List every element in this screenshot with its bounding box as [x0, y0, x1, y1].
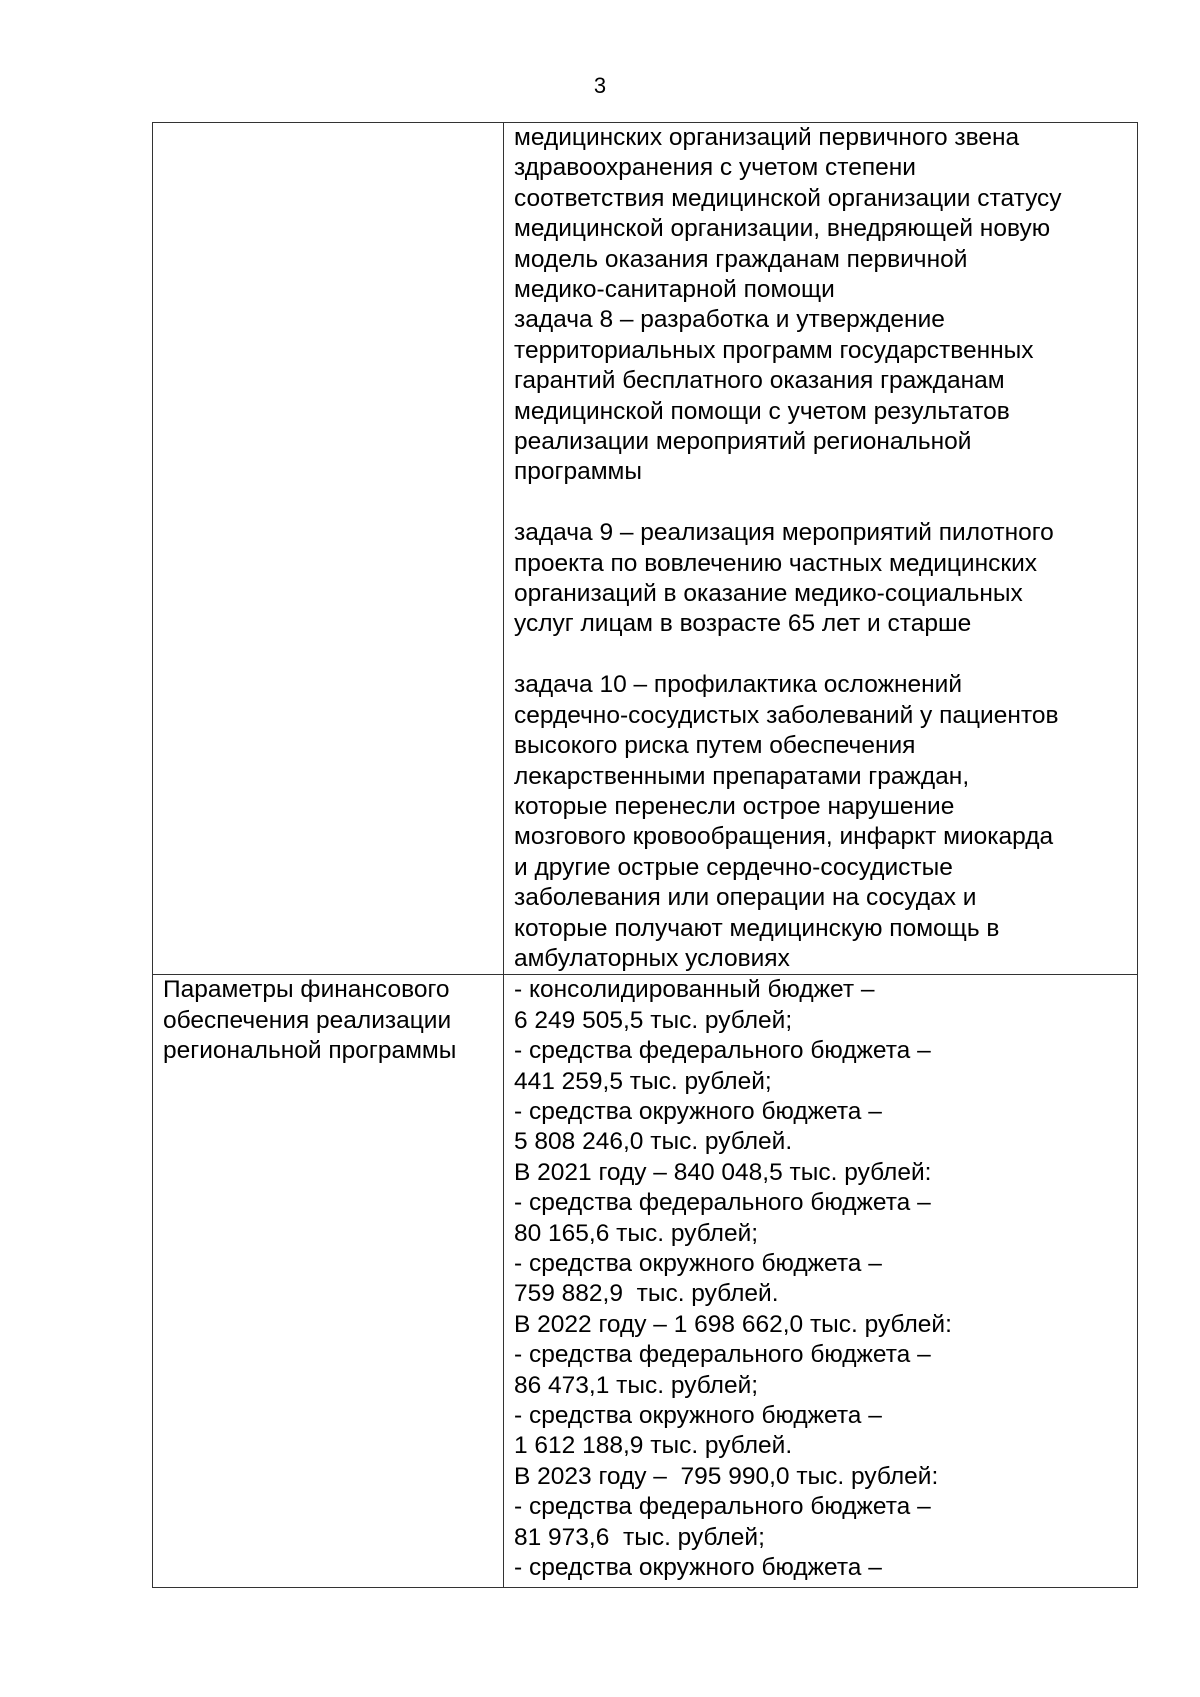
text-line: В 2021 году – 840 048,5 тыс. рублей: — [514, 1158, 932, 1186]
text-line: сердечно-сосудистых заболеваний у пациентов — [514, 701, 1059, 729]
text-line: - средства окружного бюджета – — [514, 1250, 882, 1277]
text-line: проекта по вовлечению частных медицинских — [514, 549, 1038, 577]
table-row-financing — [153, 975, 1138, 1588]
text-line: 6 249 505,5 тыс. рублей; — [514, 1006, 793, 1034]
text-line: заболевания или операции на сосудах и — [514, 884, 977, 912]
text-line: - консолидированный бюджет – — [514, 976, 875, 1004]
text-line: региональной программы — [163, 1037, 457, 1065]
text-line: медицинских организаций первичного звена — [514, 124, 1020, 151]
text-line: которые получают медицинскую помощь в — [514, 914, 1000, 942]
text-line: гарантий бесплатного оказания гражданам — [514, 367, 1005, 395]
row2-label-lines — [163, 975, 493, 1066]
text-line: задача 8 – разработка и утверждение — [514, 306, 945, 334]
page-number: 3 — [593, 73, 607, 98]
text-line: В 2022 году – 1 698 662,0 тыс. рублей: — [514, 1310, 952, 1338]
text-line: 1 612 188,9 тыс. рублей. — [514, 1432, 793, 1460]
text-line: медицинской помощи с учетом результатов — [514, 397, 1010, 425]
row1-value-lines — [514, 123, 1127, 974]
text-line: 81 973,6 тыс. рублей; — [514, 1523, 765, 1551]
text-line: 441 259,5 тыс. рублей; — [514, 1067, 772, 1095]
text-line: мозгового кровообращения, инфаркт миокарда — [514, 823, 1054, 851]
text-line: реализации мероприятий региональной — [514, 428, 972, 456]
text-line: 86 473,1 тыс. рублей; — [514, 1371, 759, 1399]
row1-label-cell — [153, 123, 504, 975]
text-line: медико-санитарной помощи — [514, 276, 835, 304]
text-line: лекарственными препаратами граждан, — [514, 762, 970, 790]
text-line: Параметры финансового — [163, 976, 450, 1004]
row2-label-cell — [153, 975, 504, 1588]
text-line: амбулаторных условиях — [514, 944, 790, 972]
text-line: - средства федерального бюджета – — [514, 1037, 931, 1065]
text-line: - средства окружного бюджета – — [514, 1402, 882, 1430]
row2-value-cell — [504, 975, 1138, 1588]
text-line: - средства федерального бюджета – — [514, 1341, 931, 1369]
row1-value-cell — [504, 123, 1138, 975]
text-line: территориальных программ государственных — [514, 336, 1034, 364]
text-line: 759 882,9 тыс. рублей. — [514, 1280, 779, 1308]
text-line: медицинской организации, внедряющей новую — [514, 215, 1051, 243]
text-line: задача 9 – реализация мероприятий пилотного — [514, 519, 1054, 547]
text-line: соответствия медицинской организации статусу — [514, 184, 1062, 212]
text-line: организаций в оказание медико-социальных — [514, 580, 1023, 608]
text-line: - средства федерального бюджета – — [514, 1189, 931, 1217]
text-line: 5 808 246,0 тыс. рублей. — [514, 1128, 793, 1156]
text-line: модель оказания гражданам первичной — [514, 245, 968, 273]
passport-table — [152, 122, 1138, 1588]
text-line: - средства федерального бюджета – — [514, 1493, 931, 1521]
text-line: В 2023 году – 795 990,0 тыс. рублей: — [514, 1462, 939, 1490]
text-line: - средства окружного бюджета – — [514, 1554, 882, 1582]
text-line: - средства окружного бюджета – — [514, 1097, 882, 1125]
text-line: и другие острые сердечно-сосудистые — [514, 853, 953, 881]
text-line: программы — [514, 458, 643, 486]
text-line: задача 10 – профилактика осложнений — [514, 671, 963, 699]
text-line — [514, 488, 1127, 518]
text-line: услуг лицам в возрасте 65 лет и старше — [514, 610, 972, 638]
text-line — [514, 640, 1127, 670]
text-line: обеспечения реализации — [163, 1006, 452, 1034]
text-line: высокого риска путем обеспечения — [514, 732, 916, 760]
table-row-tasks-continued — [153, 123, 1138, 975]
text-line: здравоохранения с учетом степени — [514, 154, 916, 182]
row2-value-lines — [514, 975, 1127, 1583]
text-line: которые перенесли острое нарушение — [514, 792, 955, 820]
text-line: 80 165,6 тыс. рублей; — [514, 1219, 759, 1247]
